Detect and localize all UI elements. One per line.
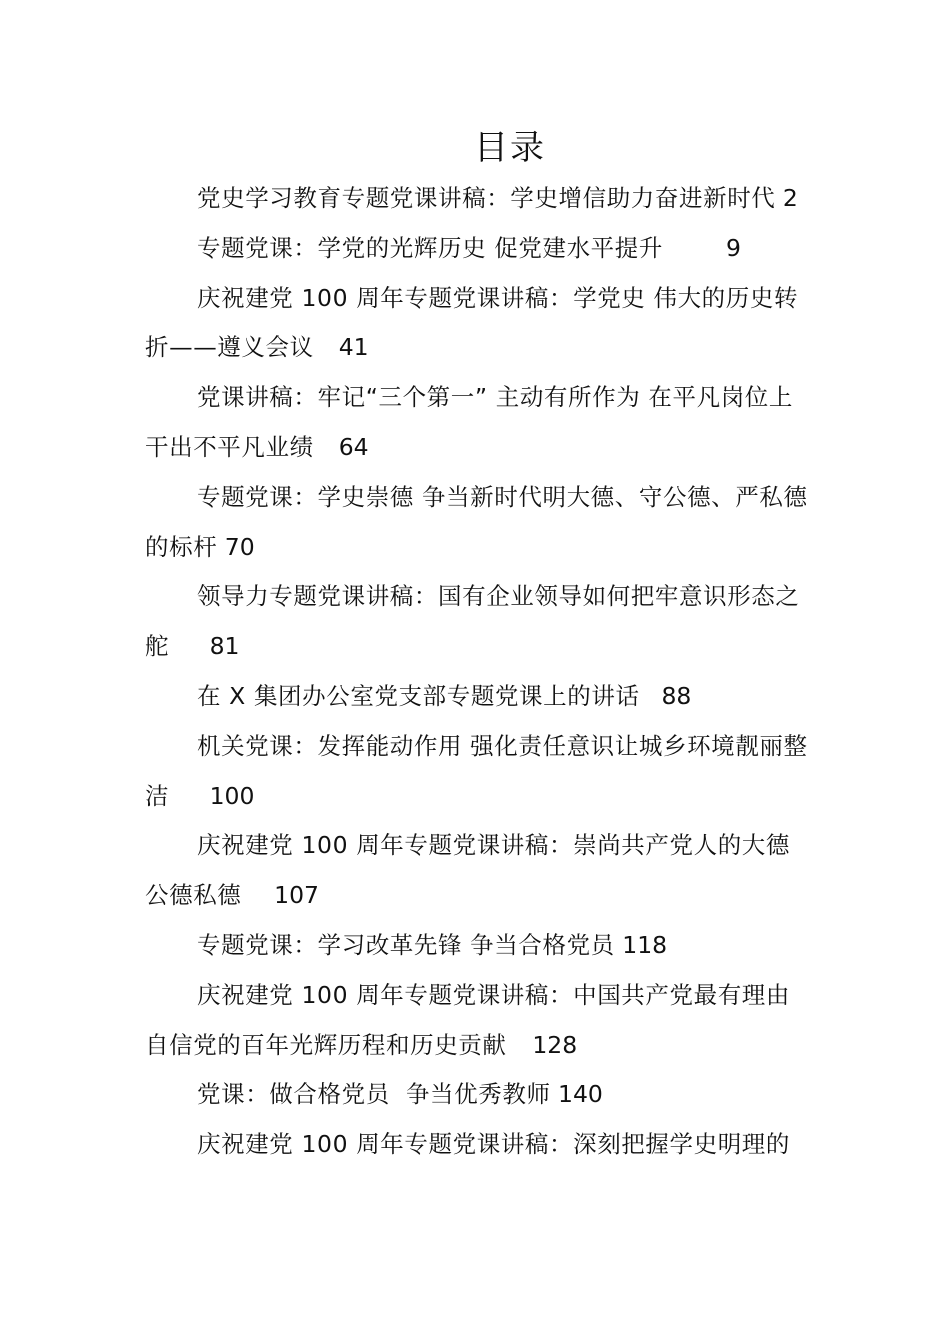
toc-entry-title: 领导力专题党课讲稿：国有企业领导如何把牢意识形态之舵 bbox=[145, 582, 800, 661]
toc-list bbox=[145, 174, 810, 1170]
toc-entry[interactable] bbox=[145, 672, 810, 722]
toc-entry[interactable] bbox=[145, 1070, 810, 1120]
toc-entry[interactable] bbox=[145, 473, 810, 573]
toc-entry-page: 88 bbox=[639, 681, 692, 710]
toc-entry-title: 党史学习教育专题党课讲稿：学史增信助力奋进新时代 bbox=[197, 184, 776, 212]
toc-entry-title: 庆祝建党 100 周年专题党课讲稿：学党史 伟大的历史转折——遵义会议 bbox=[145, 283, 799, 362]
toc-entry[interactable] bbox=[145, 1120, 810, 1170]
toc-entry-title: 庆祝建党 100 周年专题党课讲稿：崇尚共产党人的大德公德私德 bbox=[145, 831, 790, 910]
toc-entry-page: 81 bbox=[169, 632, 240, 661]
toc-entry-title: 专题党课：学习改革先锋 争当合格党员 bbox=[197, 930, 615, 959]
toc-entry[interactable] bbox=[145, 224, 810, 274]
toc-entry-page: 107 bbox=[241, 881, 319, 910]
toc-entry[interactable] bbox=[145, 971, 810, 1071]
toc-entry-title: 机关党课：发挥能动作用 强化责任意识让城乡环境靓丽整洁 bbox=[145, 731, 808, 810]
toc-entry[interactable] bbox=[145, 572, 810, 672]
toc-entry[interactable] bbox=[145, 821, 810, 921]
toc-entry-page: 41 bbox=[313, 333, 369, 362]
toc-entry-title: 在 X 集团办公室党支部专题党课上的讲话 bbox=[197, 681, 640, 710]
toc-entry-title: 庆祝建党 100 周年专题党课讲稿：中国共产党最有理由自信党的百年光辉历程和历史贡献 bbox=[145, 980, 790, 1059]
toc-entry-title: 专题党课：学党的光辉历史 促党建水平提升 bbox=[197, 233, 663, 262]
toc-title: 目录 bbox=[474, 128, 546, 168]
toc-entry-page: 118 bbox=[614, 930, 668, 959]
toc-entry-title: 党课讲稿：牢记“三个第一” 主动有所作为 在平凡岗位上干出不平凡业绩 bbox=[145, 383, 793, 461]
toc-entry-title: 庆祝建党 100 周年专题党课讲稿：深刻把握学史明理的 bbox=[197, 1130, 790, 1159]
toc-entry-page: 140 bbox=[550, 1080, 603, 1109]
toc-entry[interactable] bbox=[145, 921, 810, 971]
toc-entry-page: 64 bbox=[313, 432, 369, 461]
toc-entry-page: 128 bbox=[506, 1030, 578, 1059]
toc-entry[interactable] bbox=[145, 373, 810, 473]
toc-entry-title: 专题党课：学史崇德 争当新时代明大德、守公德、严私德的标杆 bbox=[145, 482, 808, 561]
toc-entry[interactable] bbox=[145, 722, 810, 822]
toc-entry[interactable] bbox=[145, 174, 810, 224]
toc-entry-page: 100 bbox=[169, 781, 255, 810]
toc-entry[interactable] bbox=[145, 274, 810, 374]
toc-entry-title: 党课：做合格党员 争当优秀教师 bbox=[197, 1080, 551, 1109]
toc-entry-page: 2 bbox=[775, 184, 798, 212]
toc-entry-page: 70 bbox=[217, 532, 255, 561]
toc-entry-page: 9 bbox=[662, 233, 741, 262]
